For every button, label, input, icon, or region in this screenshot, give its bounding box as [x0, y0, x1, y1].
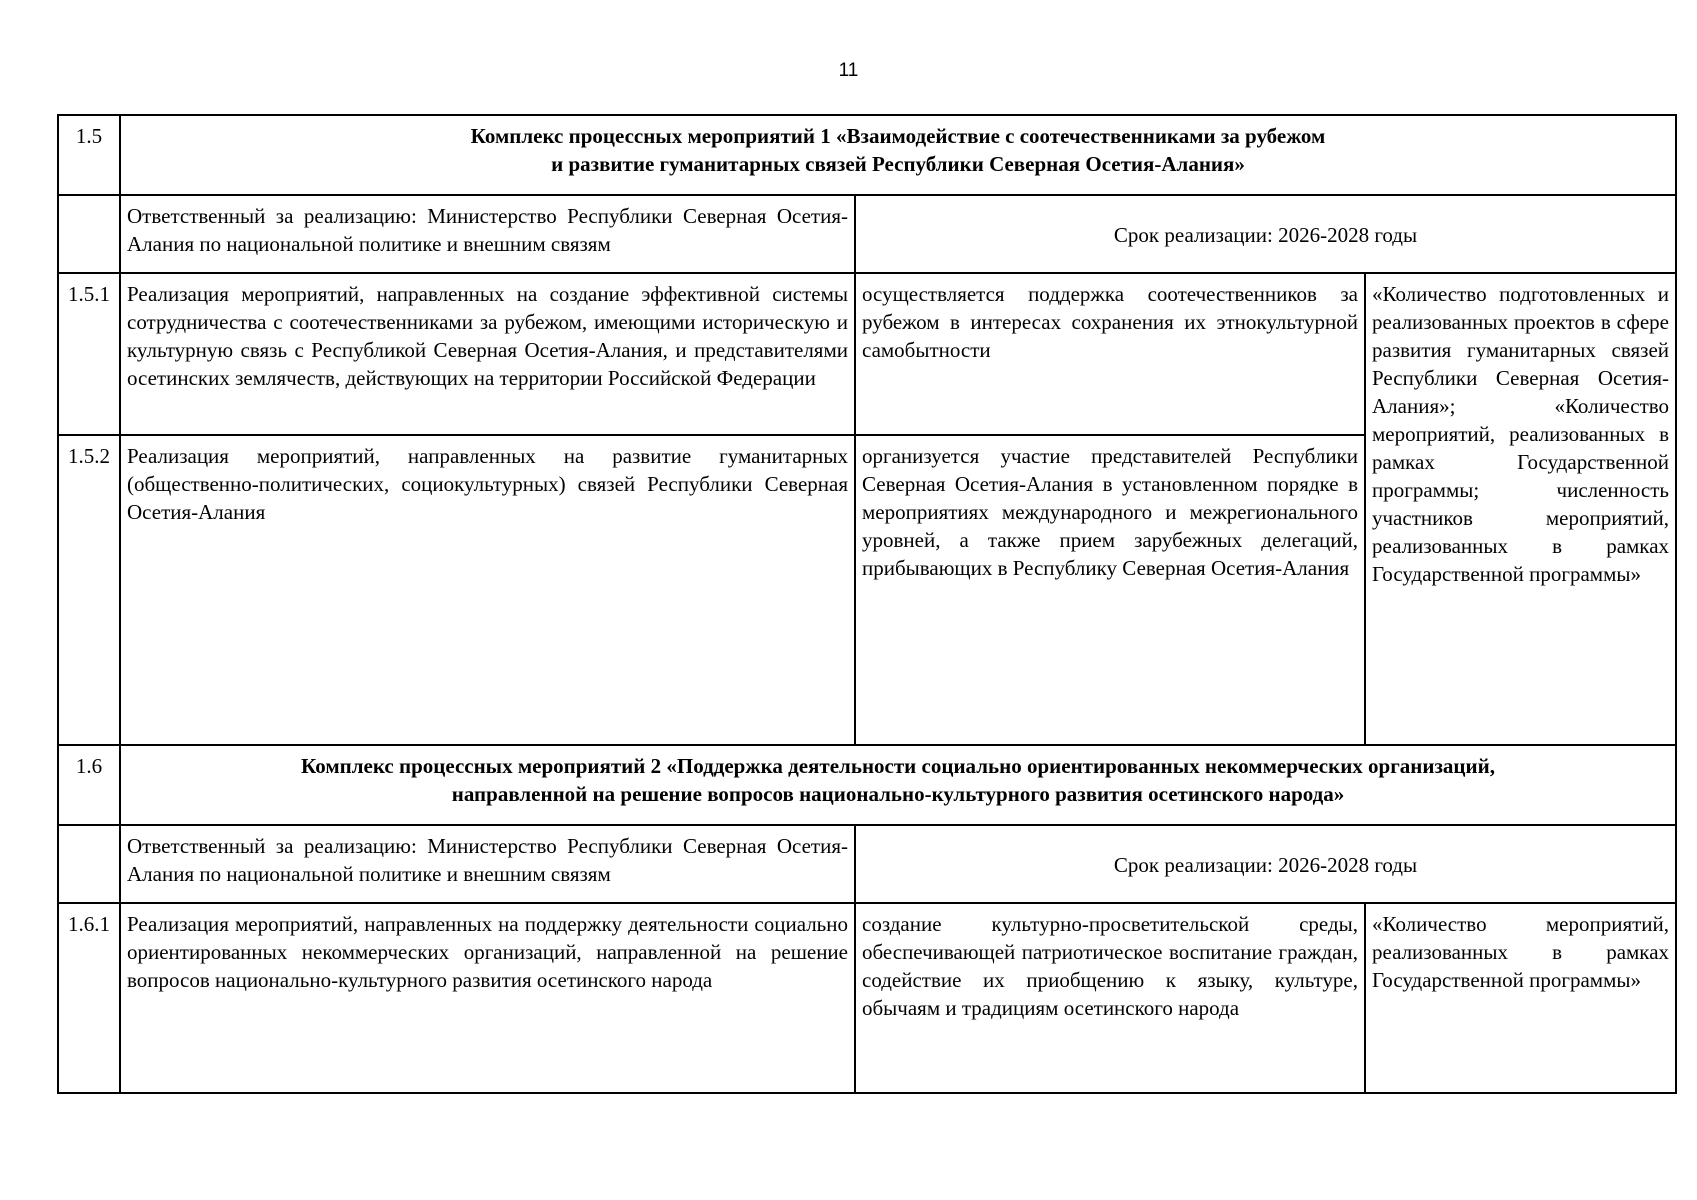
program-table [57, 114, 1677, 1094]
indicator-text: «Количество мероприятий, реализованных в рамках Государственной программы; [1372, 394, 1670, 502]
result-cell: создание культурно-просветительской среды, обеспечивающей патриотическое воспитание граждан, содействие их приобщению к языку, культуре, обычаям и традициям осетинского народа [855, 903, 1365, 1093]
term-cell: Срок реализации: 2026-2028 годы [855, 195, 1676, 273]
section-title-line: направленной на решение вопросов национально-культурного развития осетинского народа» [451, 782, 1345, 806]
section-title-line: Комплекс процессных мероприятий 2 «Поддержка деятельности социально ориентированных некоммерческих организаций, [301, 754, 1495, 778]
section-title [120, 115, 1676, 195]
section-number: 1.6 [58, 745, 120, 825]
result-cell: осуществляется поддержка соотечественников за рубежом в интересах сохранения их этнокультурной самобытности [855, 273, 1365, 435]
indicator-cell: «Количество мероприятий, реализованных в рамках Государственной программы» [1365, 903, 1676, 1093]
indicator-text: «Количество подготовленных и реализованных проектов в сфере развития гуманитарных связей Республики Северная Осетия-Алания»; [1372, 282, 1670, 418]
result-cell: организуется участие представителей Республики Северная Осетия-Алания в установленном порядке в мероприятиях международного и межрегионального уровней, а также прием зарубежных делегаций, прибывающих в Республику Северная Осетия-Алания [855, 435, 1365, 745]
section-title [120, 745, 1676, 825]
term-cell: Срок реализации: 2026-2028 годы [855, 825, 1676, 903]
table-row [58, 903, 1676, 1093]
responsible-cell: Ответственный за реализацию: Министерство Республики Северная Осетия-Алания по национальной политике и внешним связям [120, 825, 855, 903]
row-number: 1.6.1 [58, 903, 120, 1093]
task-cell: Реализация мероприятий, направленных на развитие гуманитарных (общественно-политических, социокультурных) связей Республики Северная Осетия-Алания [120, 435, 855, 745]
section-header-row [58, 115, 1676, 195]
section-header-row [58, 745, 1676, 825]
task-cell: Реализация мероприятий, направленных на поддержку деятельности социально ориентированных некоммерческих организаций, направленной на решение вопросов национально-культурного развития осетинского народа [120, 903, 855, 1093]
indicator-cell [1365, 273, 1676, 745]
section-number: 1.5 [58, 115, 120, 195]
empty-number-cell [58, 825, 120, 903]
page-number: 11 [838, 60, 859, 81]
row-number: 1.5.2 [58, 435, 120, 745]
responsible-cell: Ответственный за реализацию: Министерство Республики Северная Осетия-Алания по национальной политике и внешним связям [120, 195, 855, 273]
row-number: 1.5.1 [58, 273, 120, 435]
responsible-row [58, 825, 1676, 903]
section-title-line: и развитие гуманитарных связей Республики Северная Осетия-Алания» [551, 152, 1245, 176]
table-row [58, 273, 1676, 435]
responsible-row [58, 195, 1676, 273]
section-title-line: Комплекс процессных мероприятий 1 «Взаимодействие с соотечественниками за рубежом [470, 124, 1326, 148]
empty-number-cell [58, 195, 120, 273]
task-cell: Реализация мероприятий, направленных на создание эффективной системы сотрудничества с соотечественниками за рубежом, имеющими историческую и культурную связь с Республикой Северная Осетия-Алания, и представителями осетинских землячеств, действующих на территории Российской Федерации [120, 273, 855, 435]
indicator-text: численность участников мероприятий, реализованных в рамках Государственной программы» [1372, 478, 1670, 586]
